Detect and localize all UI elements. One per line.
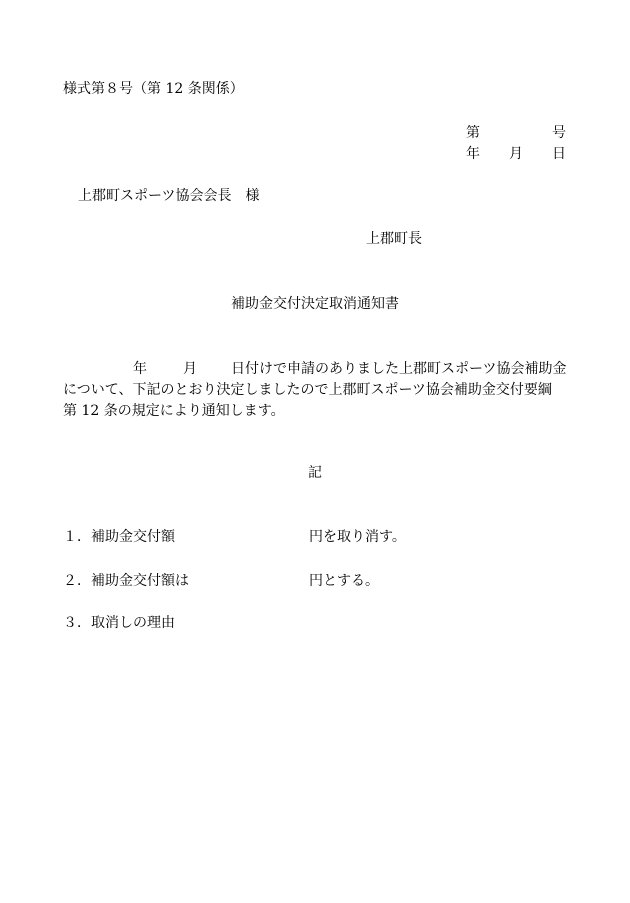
document-number-suffix: 号 xyxy=(552,125,566,141)
body-month: 月 xyxy=(183,361,197,377)
list-item xyxy=(63,530,406,544)
list-item xyxy=(63,574,379,588)
item-value: 円とする。 xyxy=(309,573,379,589)
item-label: １．補助金交付額 xyxy=(63,529,175,545)
document-number xyxy=(466,126,566,140)
document-title: 補助金交付決定取消通知書 xyxy=(231,296,399,312)
ki-heading: 記 xyxy=(308,465,322,481)
body-paragraph xyxy=(63,359,573,422)
document-number-prefix: 第 xyxy=(466,125,480,141)
form-number: 様式第８号（第 12 条関係） xyxy=(63,81,244,97)
item-value: 円を取り消す。 xyxy=(309,529,406,545)
body-line-1 xyxy=(63,359,573,380)
body-line-3: 第 12 条の規定により通知します。 xyxy=(63,403,285,419)
document-date-year: 年 xyxy=(466,146,480,162)
body-line-2: について、下記のとおり決定しましたので上郡町スポーツ協会補助金交付要綱 xyxy=(63,382,552,398)
document-date-month: 月 xyxy=(509,146,523,162)
item-label: ３．取消しの理由 xyxy=(63,615,175,631)
list-item xyxy=(63,616,309,630)
document-date xyxy=(466,147,566,161)
document-date-day: 日 xyxy=(552,146,566,162)
addressee: 上郡町スポーツ協会会長 様 xyxy=(78,188,260,204)
item-label: ２．補助金交付額は xyxy=(63,573,189,589)
body-line-1-rest: 日付けで申請のありました上郡町スポーツ協会補助金 xyxy=(231,361,567,377)
sender: 上郡町長 xyxy=(366,231,422,247)
body-year: 年 xyxy=(133,361,147,377)
